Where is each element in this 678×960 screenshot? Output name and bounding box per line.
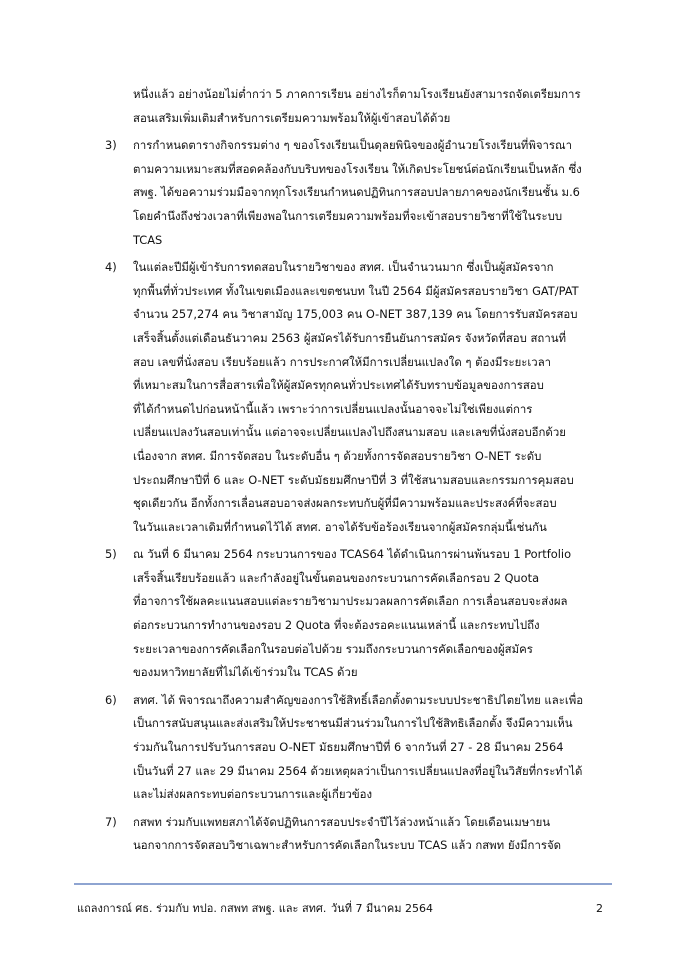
numbered-item [105, 689, 603, 807]
footer-rule [74, 883, 612, 885]
text-line: เสร็จสิ้นตั้งแต่เดือนธันวาคม 2563 ผู้สมัครได้รับการยืนยันการสมัคร จังหวัดที่สอบ สถานที่ [133, 330, 567, 345]
text-line: ระยะเวลาของการคัดเลือกในรอบต่อไปด้วย รวมถึงกระบวนการคัดเลือกของผู้สมัคร [133, 641, 533, 656]
item-number: 7) [105, 814, 117, 829]
text-line: ตามความเหมาะสมที่สอดคล้องกับบริบทของโรงเรียน ให้เกิดประโยชน์ต่อนักเรียนเป็นหลัก ซึ่ง [133, 161, 582, 176]
text-line: การกำหนดตารางกิจกรรมต่าง ๆ ของโรงเรียนเป็นดุลยพินิจของผู้อำนวยโรงเรียนที่พิจารณา [133, 138, 572, 153]
document-body [105, 83, 603, 858]
numbered-item [105, 134, 603, 252]
text-line: เปลี่ยนแปลงวันสอบเท่านั้น แต่อาจจะเปลี่ยนแปลงไปถึงสนามสอบ และเลขที่นั่งสอบอีกด้วย [133, 425, 566, 440]
text-line: ทุกพื้นที่ทั่วประเทศ ทั้งในเขตเมืองและเขตชนบท ในปี 2564 มีผู้สมัครสอบรายวิชา GAT/PAT [133, 283, 579, 298]
text-line: ที่เหมาะสมในการสื่อสารเพื่อให้ผู้สมัครทุกคนทั่วประเทศได้รับทราบข้อมูลของการสอบ [133, 378, 544, 393]
text-line: ประถมศึกษาปีที่ 6 และ O-NET ระดับมัธยมศึกษาปีที่ 3 ที่ใช้สนามสอบและกรรมการคุมสอบ [133, 472, 574, 487]
text-line: ต่อกระบวนการทำงานของรอบ 2 Quota ที่จะต้องรอคะแนนเหล่านี้ และกระทบไปถึง [133, 618, 540, 633]
text-line: นอกจากการจัดสอบวิชาเฉพาะสำหรับการคัดเลือกในระบบ TCAS แล้ว กสพท ยังมีการจัด [133, 838, 562, 853]
page-number: 2 [596, 902, 603, 915]
item-number: 4) [105, 260, 117, 275]
text-line: ในแต่ละปีมีผู้เข้ารับการทดสอบในรายวิชาของ สทศ. เป็นจำนวนมาก ซึ่งเป็นผู้สมัครจาก [133, 260, 554, 275]
item-number: 5) [105, 547, 117, 562]
text-line: สอบ เลขที่นั่งสอบ เรียบร้อยแล้ว การประกาศให้มีการเปลี่ยนแปลงใด ๆ ต้องมีระยะเวลา [133, 354, 552, 369]
text-line: ณ วันที่ 6 มีนาคม 2564 กระบวนการของ TCAS64 ได้ดำเนินการผ่านพ้นรอบ 1 Portfolio [133, 547, 572, 562]
text-line: TCAS [133, 232, 163, 247]
numbered-item [105, 543, 603, 685]
text-line: เป็นวันที่ 27 และ 29 มีนาคม 2564 ด้วยเหตุผลว่าเป็นการเปลี่ยนแปลงที่อยู่ในวิสัยที่กระทำได้ [133, 763, 583, 778]
text-line: ของมหาวิทยาลัยที่ไม่ได้เข้าร่วมใน TCAS ด้วย [133, 665, 358, 680]
text-line: และไม่ส่งผลกระทบต่อกระบวนการและผู้เกี่ยวข้อง [133, 787, 373, 802]
text-line: จำนวน 257,274 คน วิชาสามัญ 175,003 คน O-NET 387,139 คน โดยการรับสมัครสอบ [133, 307, 578, 322]
text-line: กสพท ร่วมกับแพทยสภาได้จัดปฏิทินการสอบประจำปีไว้ล่วงหน้าแล้ว โดยเดือนเมษายน [133, 814, 551, 829]
item-number: 3) [105, 138, 117, 153]
text-line: ในวันและเวลาเดิมที่กำหนดไว้ได้ สทศ. อาจได้รับข้อร้องเรียนจากผู้สมัครกลุ่มนี้เช่นกัน [133, 519, 547, 534]
text-line: หนึ่งแล้ว อย่างน้อยไม่ต่ำกว่า 5 ภาคการเรียน อย่างไรก็ตามโรงเรียนยังสามารถจัดเตรียมการ [133, 87, 581, 101]
item-number: 6) [105, 692, 117, 707]
text-line: เสร็จสิ้นเรียบร้อยแล้ว และกำลังอยู่ในขั้นตอนของกระบวนการคัดเลือกรอบ 2 Quota [133, 570, 540, 585]
text-line: โดยคำนึงถึงช่วงเวลาที่เพียงพอในการเตรียมความพร้อมที่จะเข้าสอบรายวิชาที่ใช้ในระบบ [133, 208, 563, 223]
text-line: ชุดเดียวกัน อีกทั้งการเลื่อนสอบอาจส่งผลกระทบกับผู้ที่มีความพร้อมและประสงค์ที่จะสอบ [133, 496, 557, 511]
text-line: ร่วมกันในการปรับวันการสอบ O-NET มัธยมศึกษาปีที่ 6 จากวันที่ 27 - 28 มีนาคม 2564 [133, 740, 564, 755]
text-line: สทศ. ได้ พิจารณาถึงความสำคัญของการใช้สิทธิ์เลือกตั้งตามระบบประชาธิปไตยไทย และเพื่อ [133, 692, 584, 707]
text-line: ที่อาจการใช้ผลคะแนนสอบแต่ละรายวิชามาประมวลผลการคัดเลือก การเลื่อนสอบจะส่งผล [133, 594, 568, 609]
footer-text: แถลงการณ์ ศธ. ร่วมกับ ทปอ. กสพท สพฐ. และ สทศ. [77, 902, 327, 915]
numbered-item [105, 811, 603, 858]
text-line: สพฐ. ได้ขอความร่วมมือจากทุกโรงเรียนกำหนดปฏิทินการสอบปลายภาคของนักเรียนชั้น ม.6 [133, 185, 580, 200]
text-line: เนื่องจาก สทศ. มีการจัดสอบ ในระดับอื่น ๆ ด้วยทั้งการจัดสอบรายวิชา O-NET ระดับ [133, 448, 542, 463]
text-line: เป็นการสนับสนุนและส่งเสริมให้ประชาชนมีส่วนร่วมในการไปใช้สิทธิเลือกตั้ง จึงมีความเห็น [133, 716, 573, 731]
text-line: ที่ได้กำหนดไปก่อนหน้านี้แล้ว เพราะว่าการเปลี่ยนแปลงนั้นอาจจะไม่ใช่เพียงแต่การ [133, 401, 533, 416]
footer-date: วันที่ 7 มีนาคม 2564 [331, 902, 433, 915]
text-line: สอนเสริมเพิ่มเติมสำหรับการเตรียมความพร้อมให้ผู้เข้าสอบได้ด้วย [133, 110, 451, 125]
continued-paragraph [133, 83, 603, 130]
numbered-item [105, 256, 603, 539]
